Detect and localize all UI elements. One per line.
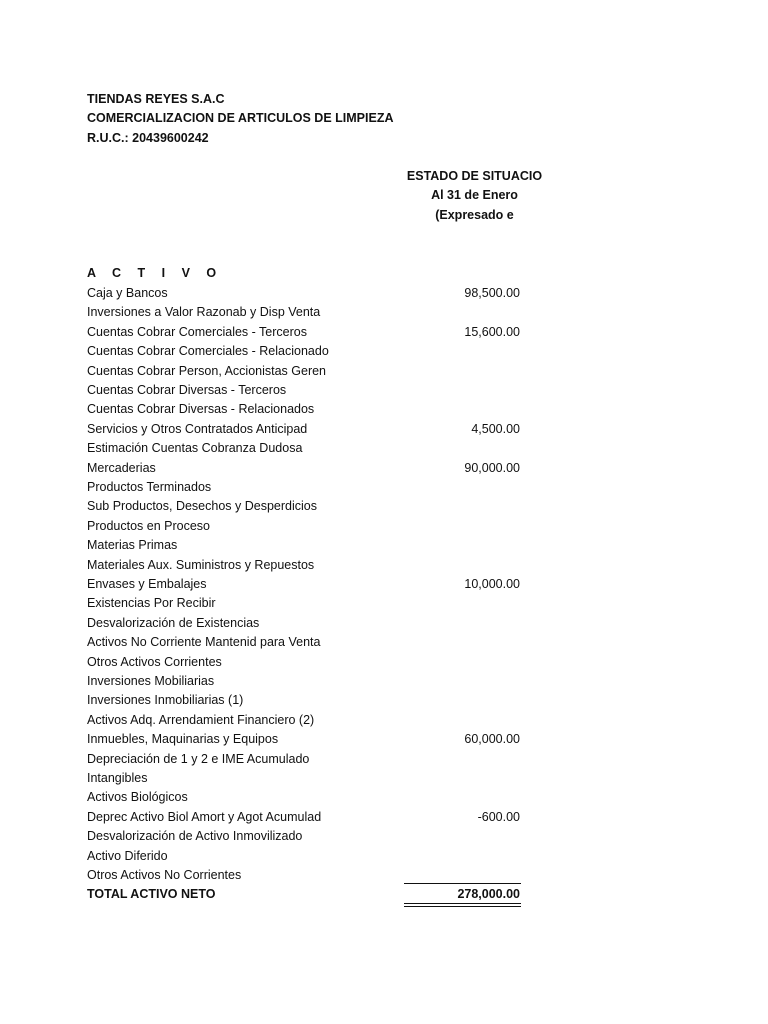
subtotal-rule <box>404 883 521 884</box>
row-label: Productos Terminados <box>87 480 212 494</box>
row-label: Materias Primas <box>87 538 178 552</box>
total-double-rule <box>404 903 521 907</box>
row-label: Caja y Bancos <box>87 286 168 300</box>
row-label: Depreciación de 1 y 2 e IME Acumulado <box>87 752 310 766</box>
row-label: Cuentas Cobrar Person, Accionistas Geren <box>87 364 327 378</box>
row-label: Activos Biológicos <box>87 790 188 804</box>
row-label: Inversiones Inmobiliarias (1) <box>87 693 244 707</box>
row-label: Mercaderias <box>87 461 156 475</box>
company-name: TIENDAS REYES S.A.C <box>87 92 225 106</box>
row-label: Deprec Activo Biol Amort y Agot Acumulad <box>87 810 322 824</box>
row-label: Inmuebles, Maquinarias y Equipos <box>87 732 279 746</box>
row-amount: 4,500.00 <box>471 422 520 436</box>
row-label: Cuentas Cobrar Comerciales - Relacionado <box>87 344 329 358</box>
row-label: Desvalorización de Activo Inmovilizado <box>87 829 303 843</box>
row-label: Intangibles <box>87 771 148 785</box>
business-activity: COMERCIALIZACION DE ARTICULOS DE LIMPIEZA <box>87 111 394 125</box>
row-label: Activos Adq. Arrendamient Financiero (2) <box>87 713 315 727</box>
row-label: Activo Diferido <box>87 849 168 863</box>
row-label: Cuentas Cobrar Diversas - Relacionados <box>87 402 315 416</box>
row-amount: 15,600.00 <box>464 325 520 339</box>
row-label: Otros Activos Corrientes <box>87 655 222 669</box>
row-label: Materiales Aux. Suministros y Repuestos <box>87 558 315 572</box>
row-label: Envases y Embalajes <box>87 577 207 591</box>
row-label: Desvalorización de Existencias <box>87 616 260 630</box>
total-label: TOTAL ACTIVO NETO <box>87 887 216 901</box>
row-label: Cuentas Cobrar Comerciales - Terceros <box>87 325 307 339</box>
report-currency: (Expresado e <box>435 208 514 222</box>
row-amount: 60,000.00 <box>464 732 520 746</box>
row-label: Otros Activos No Corrientes <box>87 868 242 882</box>
row-amount: 10,000.00 <box>464 577 520 591</box>
report-date: Al 31 de Enero <box>431 188 518 202</box>
row-label: Activos No Corriente Mantenid para Venta <box>87 635 321 649</box>
row-label: Estimación Cuentas Cobranza Dudosa <box>87 441 303 455</box>
row-amount: 98,500.00 <box>464 286 520 300</box>
report-title: ESTADO DE SITUACIO <box>406 169 543 183</box>
row-label: Cuentas Cobrar Diversas - Terceros <box>87 383 287 397</box>
row-label: Servicios y Otros Contratados Anticipad <box>87 422 308 436</box>
total-amount: 278,000.00 <box>457 887 520 901</box>
row-label: Productos en Proceso <box>87 519 210 533</box>
row-label: Inversiones Mobiliarias <box>87 674 215 688</box>
ruc-number: R.U.C.: 20439600242 <box>87 131 209 145</box>
row-amount: -600.00 <box>477 810 520 824</box>
row-label: Sub Productos, Desechos y Desperdicios <box>87 499 317 513</box>
section-title-activo: A C T I V O <box>87 266 223 280</box>
row-label: Inversiones a Valor Razonab y Disp Venta <box>87 305 321 319</box>
row-amount: 90,000.00 <box>464 461 520 475</box>
row-label: Existencias Por Recibir <box>87 596 216 610</box>
